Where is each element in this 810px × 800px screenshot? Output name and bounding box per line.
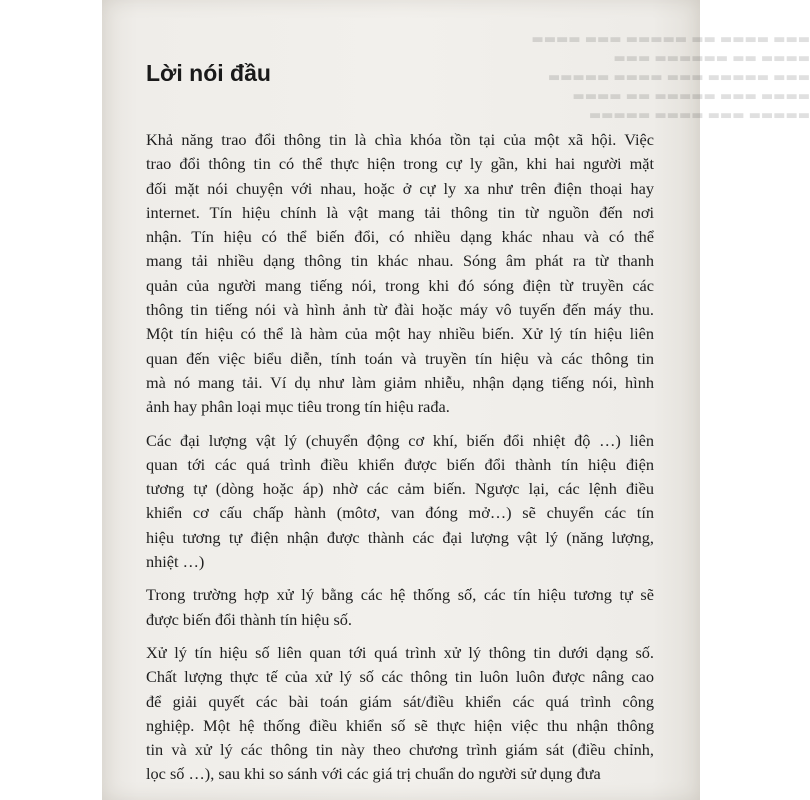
text-line: Các đại lượng vật lý (chuyển động cơ khí, biến đổi nhiệt độ …) liên: [146, 430, 654, 450]
text-line: quan tới các quá trình điều khiển được biến đổi thành tín hiệu điện: [146, 454, 654, 474]
text-line: Một tín hiệu có thể là hàm của một hay nhiều biến. Xử lý tín hiệu liên: [146, 324, 654, 344]
text-line: nhận. Tín hiệu có thể biến đổi, có nhiều dạng khác nhau và có thể: [146, 227, 654, 247]
text-line: thông tin tiếng nói và hình ảnh từ đài hoặc máy vô tuyến đến máy thu.: [146, 300, 654, 320]
text-line: mang tải nhiều dạng thông tin khác nhau. Sóng âm phát ra từ thanh: [146, 251, 654, 271]
text-line: đối mặt nói chuyện với nhau, hoặc ở cự ly xa như trên điện thoại hay: [146, 178, 654, 198]
text-line: trao đổi thông tin có thể thực hiện trong cự ly gần, khi hai người mặt: [146, 154, 654, 174]
text-line: nghiệp. Một hệ thống điều khiển số sẽ thực hiện việc thu nhận thông: [146, 715, 654, 735]
text-line: Chất lượng thực tế của xử lý số các thông tin luôn luôn được nâng cao: [146, 667, 654, 687]
page-title: Lời nói đầu: [146, 60, 271, 86]
book-page: [102, 0, 810, 800]
text-line: lọc số …), sau khi so sánh với các giá trị chuẩn do người sử dụng đưa: [146, 764, 601, 784]
paragraph: [146, 128, 654, 420]
text-line: Khả năng trao đổi thông tin là chìa khóa tồn tại của một xã hội. Việc: [146, 130, 654, 149]
paragraph: [146, 641, 654, 787]
text-line: tương tự (dòng hoặc áp) nhờ các cảm biến. Ngược lại, các lệnh điều: [146, 479, 654, 499]
paragraphs: [146, 128, 654, 787]
page-content: [146, 58, 654, 796]
text-line: khiển cơ cấu chấp hành (môtơ, van đóng mở…) sẽ chuyển các tín: [146, 503, 654, 523]
text-line: được biến đổi thành tín hiệu số.: [146, 609, 352, 629]
paragraph: [146, 429, 654, 575]
text-line: internet. Tín hiệu chính là vật mang tải thông tin từ nguồn đến nơi: [146, 202, 654, 222]
text-line: Trong trường hợp xử lý bằng các hệ thống số, các tín hiệu tương tự sẽ: [146, 585, 654, 605]
text-line: quan đến việc biểu diễn, tính toán và truyền tín hiệu và các thông tin: [146, 348, 654, 368]
text-line: mà nó mang tải. Ví dụ như làm giảm nhiễu, nhận dạng tiếng nói, hình: [146, 372, 654, 392]
text-line: nhiệt …): [146, 552, 205, 572]
text-line: Xử lý tín hiệu số liên quan tới quá trình xử lý thông tin dưới dạng số.: [146, 642, 654, 662]
text-line: ảnh hay phân loại mục tiêu trong tín hiệu rađa.: [146, 397, 450, 417]
text-line: hiệu tương tự điện nhận được thành các đại lượng vật lý (năng lượng,: [146, 527, 654, 547]
paragraph: [146, 583, 654, 632]
text-line: để giải quyết các bài toán giám sát/điều khiển các quá trình công: [146, 691, 654, 711]
show-through-text: ▬▬▬ ▬▬▬▬ ▬▬ ▬▬▬▬▬ ▬▬▬ ▬▬▬▬ ▬▬▬▬ ▬▬ ▬▬▬▬▬▬ ▬▬▬ ▬▬▬ ▬▬▬▬▬ ▬▬▬ ▬▬▬▬ ▬▬▬▬▬ ▬▬▬▬ ▬▬▬ ▬▬▬▬▬ ▬▬ ▬▬▬▬ ▬▬▬▬▬ ▬▬▬ ▬▬▬▬ ▬▬▬▬▬: [531, 32, 810, 123]
text-line: quản của người mang tiếng nói, trong khi đó sóng điện từ truyền các: [146, 275, 654, 295]
text-line: tin và xử lý các thông tin này theo chương trình giám sát (điều chỉnh,: [146, 740, 654, 760]
